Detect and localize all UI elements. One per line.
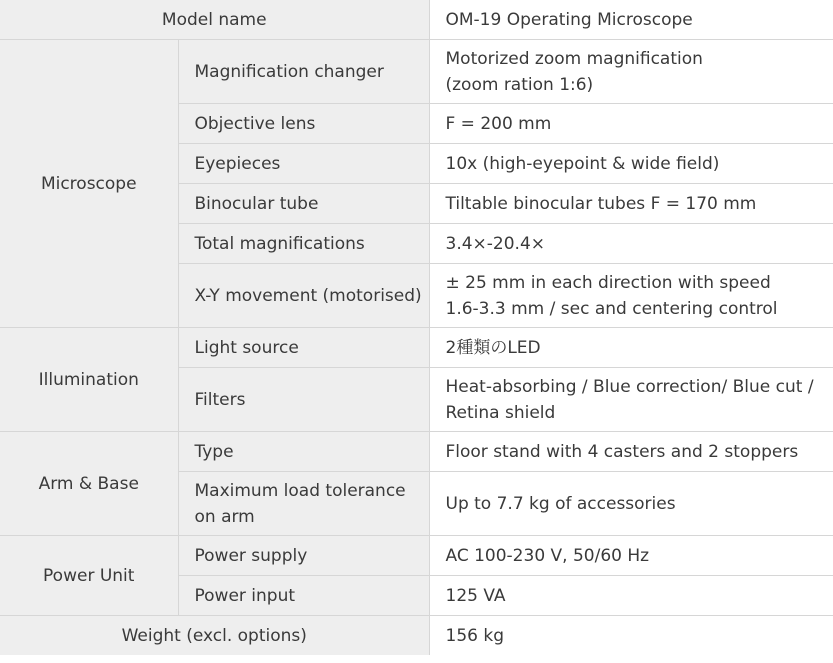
filters-value [429, 368, 833, 432]
magnification-changer-value-line1: Motorized zoom magnification [445, 48, 703, 69]
magnification-changer-value [429, 40, 833, 104]
table-row [0, 40, 833, 104]
max-load-label-line2: on arm [194, 506, 255, 527]
max-load-label [178, 472, 429, 536]
model-name-label: Model name [0, 0, 429, 40]
xy-movement-value-line2: 1.6-3.3 mm / sec and centering control [445, 298, 778, 319]
max-load-label-line1: Maximum load tolerance [194, 480, 406, 501]
total-magnifications-value: 3.4×-20.4× [429, 224, 833, 264]
filters-value-line1: Heat-absorbing / Blue correction/ Blue cut / [445, 376, 814, 397]
power-supply-label: Power supply [178, 536, 429, 576]
power-unit-group-label: Power Unit [0, 536, 178, 616]
table-row [0, 432, 833, 472]
type-label: Type [178, 432, 429, 472]
model-name-value: OM-19 Operating Microscope [429, 0, 833, 40]
power-supply-value: AC 100-230 V, 50/60 Hz [429, 536, 833, 576]
power-input-label: Power input [178, 576, 429, 616]
type-value: Floor stand with 4 casters and 2 stoppers [429, 432, 833, 472]
power-input-value: 125 VA [429, 576, 833, 616]
microscope-group-label: Microscope [0, 40, 178, 328]
xy-movement-value [429, 264, 833, 328]
table-row [0, 0, 833, 40]
weight-label: Weight (excl. options) [0, 616, 429, 656]
table-row [0, 616, 833, 656]
light-source-value: 2種類のLED [429, 328, 833, 368]
total-magnifications-label: Total magnifications [178, 224, 429, 264]
filters-label: Filters [178, 368, 429, 432]
binocular-tube-label: Binocular tube [178, 184, 429, 224]
binocular-tube-value: Tiltable binocular tubes F = 170 mm [429, 184, 833, 224]
magnification-changer-label: Magnification changer [178, 40, 429, 104]
table-row [0, 536, 833, 576]
table-row [0, 328, 833, 368]
xy-movement-label: X-Y movement (motorised) [178, 264, 429, 328]
magnification-changer-value-line2: (zoom ration 1:6) [445, 74, 594, 95]
light-source-label: Light source [178, 328, 429, 368]
max-load-value: Up to 7.7 kg of accessories [429, 472, 833, 536]
objective-lens-label: Objective lens [178, 104, 429, 144]
xy-movement-value-line1: ± 25 mm in each direction with speed [445, 272, 771, 293]
eyepieces-label: Eyepieces [178, 144, 429, 184]
eyepieces-value: 10x (high-eyepoint & wide field) [429, 144, 833, 184]
arm-base-group-label: Arm & Base [0, 432, 178, 536]
filters-value-line2: Retina shield [445, 402, 556, 423]
weight-value: 156 kg [429, 616, 833, 656]
objective-lens-value: F = 200 mm [429, 104, 833, 144]
illumination-group-label: Illumination [0, 328, 178, 432]
